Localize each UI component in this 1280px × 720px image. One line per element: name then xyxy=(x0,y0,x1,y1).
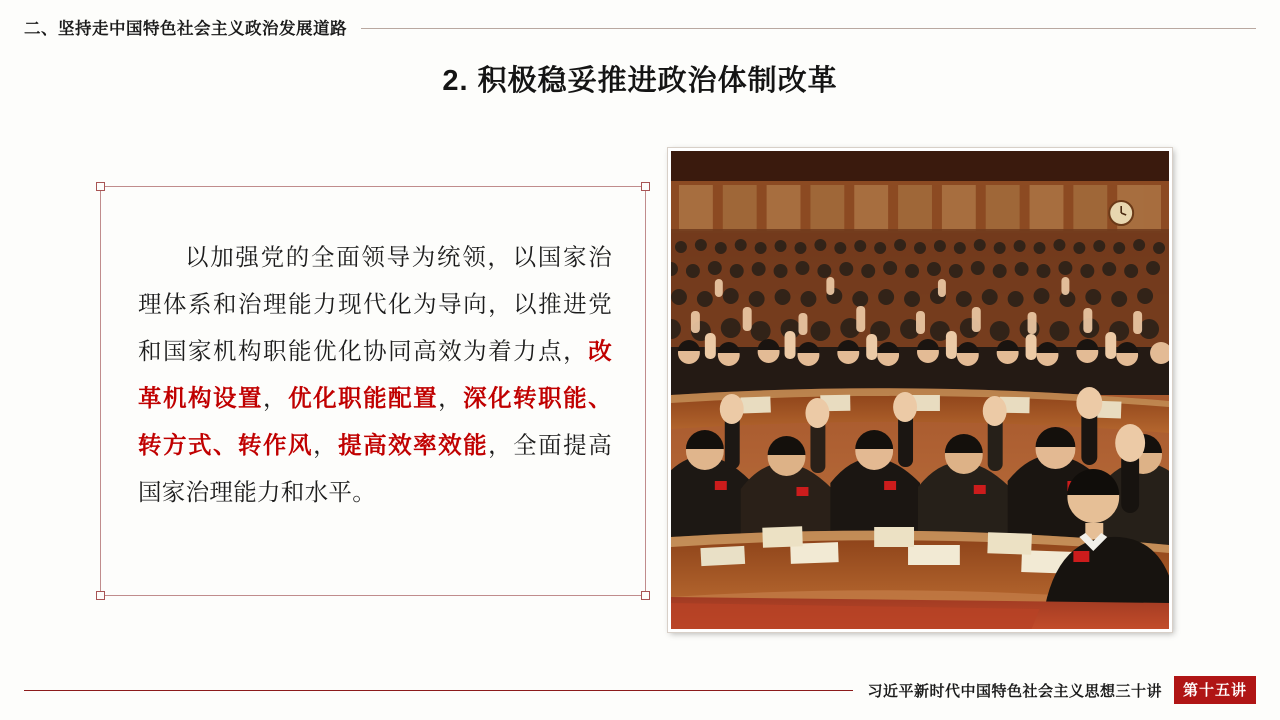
corner-marker-bottom-left xyxy=(96,591,105,600)
highlight-optimize-functions: 优化职能配置 xyxy=(288,385,439,411)
footer-title: 习近平新时代中国特色社会主义思想三十讲 xyxy=(867,682,1162,700)
slide-footer xyxy=(24,676,1256,704)
conference-photo-illustration xyxy=(671,151,1169,629)
body-paragraph xyxy=(138,234,612,516)
paragraph-segment-1: 以加强党的全面领导为统领，以国家治理体系和治理能力现代化为导向，以推进党和国家机构职能优化协同高效为着力点， xyxy=(138,244,612,364)
highlight-deepen-transformation: 深化转职能、转方式、转作风 xyxy=(138,385,612,458)
frame-left-line xyxy=(100,190,101,592)
header-divider xyxy=(361,28,1256,29)
frame-top-line xyxy=(104,186,642,187)
frame-right-line xyxy=(645,190,646,592)
conference-photo xyxy=(668,148,1172,632)
paragraph-separator-1: ， xyxy=(263,385,289,411)
paragraph-segment-2: ，全面提高国家治理能力和水平。 xyxy=(138,432,612,505)
header-title: 二、坚持走中国特色社会主义政治发展道路 xyxy=(24,20,347,38)
page-title: 2. 积极稳妥推进政治体制改革 xyxy=(442,65,838,97)
frame-bottom-line xyxy=(104,595,642,596)
footer-divider xyxy=(24,690,853,691)
highlight-improve-efficiency: 提高效率效能 xyxy=(338,432,489,458)
text-panel xyxy=(100,186,646,596)
lecture-badge: 第十五讲 xyxy=(1174,676,1256,704)
corner-marker-top-right xyxy=(641,182,650,191)
corner-marker-bottom-right xyxy=(641,591,650,600)
paragraph-separator-2: ， xyxy=(438,385,464,411)
paragraph-separator-3: ， xyxy=(313,432,339,458)
highlight-reform-institutions: 改革机构设置 xyxy=(138,338,612,411)
slide-header xyxy=(24,12,1256,42)
corner-marker-top-left xyxy=(96,182,105,191)
